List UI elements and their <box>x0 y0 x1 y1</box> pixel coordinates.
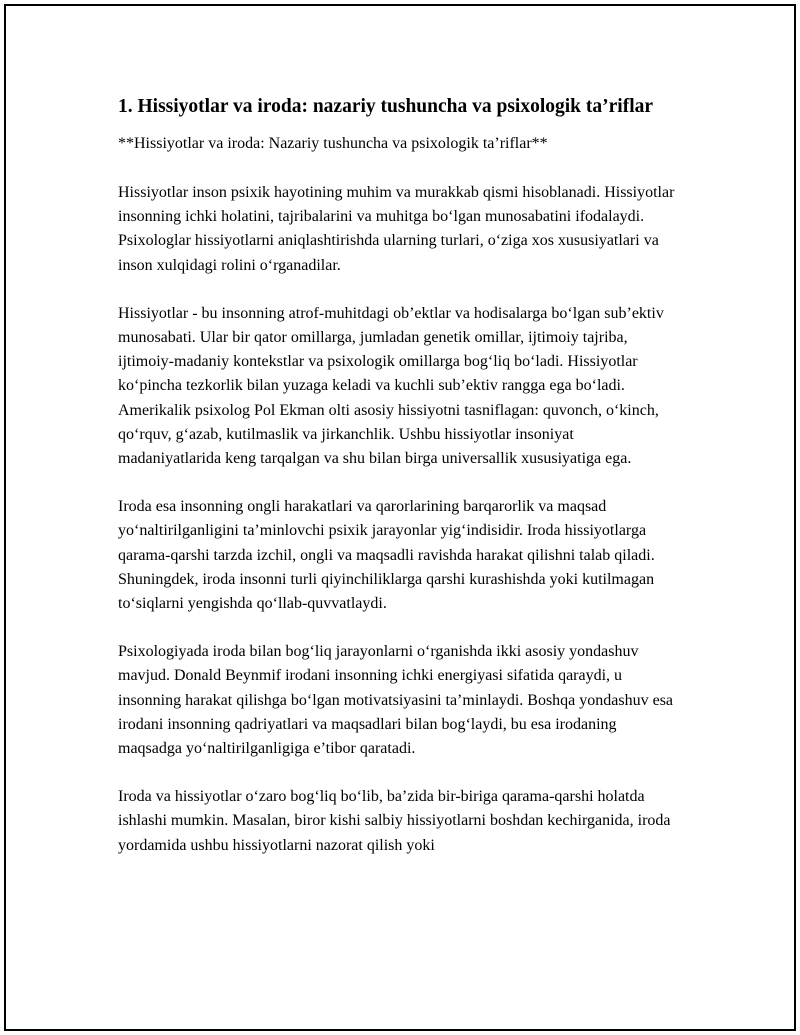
paragraph-2: Hissiyotlar - bu insonning atrof-muhitdagi ob’ektlar va hodisalarga bo‘lgan sub’ektiv munosabati. Ular bir qator omillarga, jumladan genetik omillar, ijtimoiy tajriba, ijtimoiy-madaniy kontekstlar va psixologik omillarga bog‘liq bo‘ladi. Hissiyotlar ko‘pincha tezkorlik bilan yuzaga keladi va kuchli sub’ektiv rangga ega bo‘ladi. Amerikalik psixolog Pol Ekman olti asosiy hissiyotni tasniflagan: quvonch, o‘kinch, qo‘rquv, g‘azab, kutilmaslik va jirkanchlik. Ushbu hissiyotlar insoniyat madaniyatlarida keng tarqalgan va shu bilan birga universallik xususiyatiga ega. <box>118 304 664 468</box>
paragraph-4: Psixologiyada iroda bilan bog‘liq jarayonlarni o‘rganishda ikki asosiy yondashuv mavjud. Donald Beynmif irodani insonning ichki energiyasi sifatida qaraydi, u insonning harakat qilishga bo‘lgan motivatsiyasini ta’minlaydi. Boshqa yondashuv esa irodani insonning qadriyatlari va maqsadlari bilan bog‘laydi, bu esa irodaning maqsadga yo‘naltirilganligiga e’tibor qaratadi. <box>118 643 674 758</box>
paragraph-5: Iroda va hissiyotlar o‘zaro bog‘liq bo‘lib, ba’zida bir-biriga qarama-qarshi holatda ishlashi mumkin. Masalan, biror kishi salbiy hissiyotlarni boshdan kechirganida, iroda yordamida ushbu hissiyotlarni nazorat qilish yoki <box>118 788 671 854</box>
document-subtitle: **Hissiyotlar va iroda: Nazariy tushuncha va psixologik ta’riflar** <box>118 135 548 152</box>
paragraph-3: Iroda esa insonning ongli harakatlari va qarorlarining barqarorlik va maqsad yo‘naltirilganligini ta’minlovchi psixik jarayonlar yig‘indisidir. Iroda hissiyotlarga qarama-qarshi tarzda izchil, ongli va maqsadli ravishda harakat qilishni talab qiladi. Shuningdek, iroda insonni turli qiyinchiliklarga qarshi kurashishda yoki kutilmagan to‘siqlarni yengishda qo‘llab-quvvatlaydi. <box>118 498 655 613</box>
paragraph-1: Hissiyotlar inson psixik hayotining muhim va murakkab qismi hisoblanadi. Hissiyotlar insonning ichki holatini, tajribalarini va muhitga bo‘lgan munosabatini ifodalaydi. Psixologlar hissiyotlarni aniqlashtirishda ularning turlari, o‘ziga xos xususiyatlari va inson xulqidagi rolini o‘rganadilar. <box>118 184 675 274</box>
document-body <box>118 94 678 882</box>
document-title: 1. Hissiyotlar va iroda: nazariy tushuncha va psixologik ta’riflar <box>118 96 654 117</box>
